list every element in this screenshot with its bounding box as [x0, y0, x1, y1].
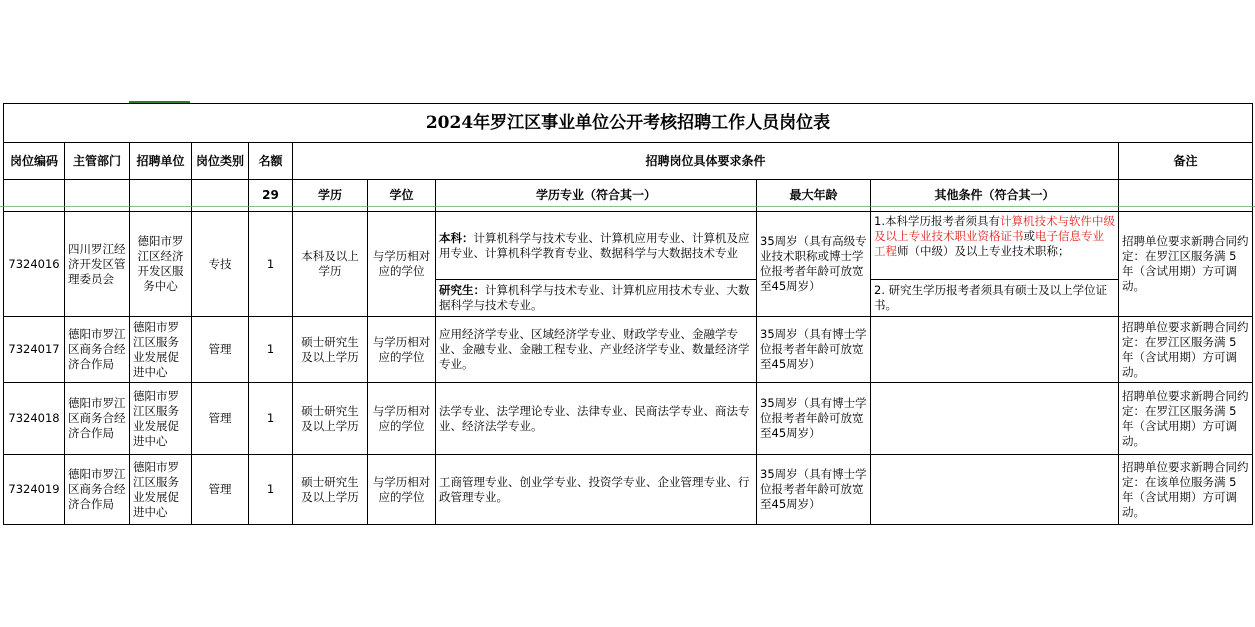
quota-cell[interactable]: 1 — [249, 317, 293, 383]
remarks-cell[interactable]: 招聘单位要求新聘合同约定：在罗江区服务满 5 年（含试用期）方可调动。 — [1119, 383, 1253, 455]
subheader-education[interactable]: 学历 — [293, 180, 368, 212]
category-cell[interactable]: 管理 — [192, 455, 249, 525]
quota-cell[interactable]: 1 — [249, 455, 293, 525]
table-row — [4, 455, 1253, 525]
major-undergrad-cell[interactable] — [436, 212, 757, 280]
education-cell[interactable]: 本科及以上学历 — [293, 212, 368, 317]
remarks-cell[interactable]: 招聘单位要求新聘合同约定：在罗江区服务满 5 年（含试用期）方可调动。 — [1119, 317, 1253, 383]
age-cell[interactable]: 35周岁（具有博士学位报考者年龄可放宽至45周岁） — [757, 317, 871, 383]
age-cell[interactable]: 35周岁（具有博士学位报考者年龄可放宽至45周岁） — [757, 455, 871, 525]
subheader-degree[interactable]: 学位 — [368, 180, 436, 212]
education-cell[interactable]: 硕士研究生及以上学历 — [293, 383, 368, 455]
remarks-cell[interactable]: 招聘单位要求新聘合同约定：在罗江区服务满 5 年（含试用期）方可调动。 — [1119, 212, 1253, 317]
other1-title: 电子信息专业工程 — [874, 229, 1104, 258]
unit-cell[interactable]: 德阳市罗江区服务业发展促进中心 — [130, 383, 192, 455]
header-requirements[interactable]: 招聘岗位具体要求条件 — [293, 143, 1119, 180]
other1-prefix: 1.本科学历报考者须具有 — [874, 214, 1000, 228]
header-category[interactable]: 岗位类别 — [192, 143, 249, 180]
degree-cell[interactable]: 与学历相对应的学位 — [368, 455, 436, 525]
other-cell-1[interactable] — [871, 212, 1119, 280]
grad-label: 研究生： — [439, 283, 485, 297]
title-row — [4, 104, 1253, 143]
table-title[interactable]: 2024年罗江区事业单位公开考核招聘工作人员岗位表 — [4, 104, 1253, 143]
major-cell[interactable]: 工商管理专业、创业学专业、投资学专业、企业管理专业、行政管理专业。 — [436, 455, 757, 525]
table-row — [4, 383, 1253, 455]
dept-cell[interactable]: 德阳市罗江区商务合经济合作局 — [65, 455, 130, 525]
quota-cell[interactable]: 1 — [249, 212, 293, 317]
other-cell-2[interactable]: 2. 研究生学历报考者须具有硕士及以上学位证书。 — [871, 280, 1119, 317]
code-cell[interactable]: 7324016 — [4, 212, 65, 317]
other-cell[interactable] — [871, 383, 1119, 455]
header-unit[interactable]: 招聘单位 — [130, 143, 192, 180]
table-row — [4, 212, 1253, 280]
header-code[interactable]: 岗位编码 — [4, 143, 65, 180]
header-dept[interactable]: 主管部门 — [65, 143, 130, 180]
unit-cell[interactable]: 德阳市罗江区经济开发区服务中心 — [130, 212, 192, 317]
header-remarks[interactable]: 备注 — [1119, 143, 1253, 180]
education-cell[interactable]: 硕士研究生及以上学历 — [293, 455, 368, 525]
header-row — [4, 143, 1253, 180]
table-row — [4, 317, 1253, 383]
degree-cell[interactable]: 与学历相对应的学位 — [368, 383, 436, 455]
code-cell[interactable]: 7324018 — [4, 383, 65, 455]
degree-cell[interactable]: 与学历相对应的学位 — [368, 317, 436, 383]
unit-cell[interactable]: 德阳市罗江区服务业发展促进中心 — [130, 455, 192, 525]
unit-cell[interactable]: 德阳市罗江区服务业发展促进中心 — [130, 317, 192, 383]
quota-cell[interactable]: 1 — [249, 383, 293, 455]
major-grad-cell[interactable] — [436, 280, 757, 317]
header-quota[interactable]: 名额 — [249, 143, 293, 180]
major-cell[interactable]: 法学专业、法学理论专业、法律专业、民商法学专业、商法专业、经济法学专业。 — [436, 383, 757, 455]
remarks-cell[interactable]: 招聘单位要求新聘合同约定：在该单位服务满 5 年（含试用期）方可调动。 — [1119, 455, 1253, 525]
undergrad-label: 本科： — [439, 230, 474, 245]
subheader-other[interactable]: 其他条件（符合其一） — [871, 180, 1119, 212]
position-table — [3, 103, 1253, 525]
dept-cell[interactable]: 德阳市罗江区商务合经济合作局 — [65, 317, 130, 383]
education-cell[interactable]: 硕士研究生及以上学历 — [293, 317, 368, 383]
major-cell[interactable]: 应用经济学专业、区域经济学专业、财政学专业、金融学专业、金融专业、金融工程专业、产业经济学专业、数量经济学专业。 — [436, 317, 757, 383]
age-cell[interactable]: 35周岁（具有高级专业技术职称或博士学位报考者年龄可放宽至45周岁） — [757, 212, 871, 317]
category-cell[interactable]: 管理 — [192, 317, 249, 383]
code-cell[interactable]: 7324019 — [4, 455, 65, 525]
other-cell[interactable] — [871, 317, 1119, 383]
category-cell[interactable]: 管理 — [192, 383, 249, 455]
dept-cell[interactable]: 四川罗江经济开发区管理委员会 — [65, 212, 130, 317]
age-cell[interactable]: 35周岁（具有博士学位报考者年龄可放宽至45周岁） — [757, 383, 871, 455]
code-cell[interactable]: 7324017 — [4, 317, 65, 383]
category-cell[interactable]: 专技 — [192, 212, 249, 317]
other-cell[interactable] — [871, 455, 1119, 525]
degree-cell[interactable]: 与学历相对应的学位 — [368, 212, 436, 317]
spreadsheet — [3, 103, 1252, 525]
dept-cell[interactable]: 德阳市罗江区商务合经济合作局 — [65, 383, 130, 455]
other1-suffix: 师（中级）及以上专业技术职称； — [897, 244, 1070, 258]
freeze-pane-line — [0, 206, 1255, 207]
grad-majors: 计算机科学与技术专业、计算机应用技术专业、大数据科学与技术专业。 — [439, 283, 750, 312]
undergrad-majors: 计算机科学与技术专业、计算机应用专业、计算机及应用专业、计算机科学教育专业、数据科学与大数据技术专业 — [439, 230, 750, 260]
total-quota[interactable]: 29 — [249, 180, 293, 212]
other1-cert: 计算机技术与软件中级及以上专业技术职业资格证书 — [874, 214, 1115, 243]
subheader-major[interactable]: 学历专业（符合其一） — [436, 180, 757, 212]
subheader-age[interactable]: 最大年龄 — [757, 180, 871, 212]
other1-mid: 或 — [1023, 229, 1035, 243]
